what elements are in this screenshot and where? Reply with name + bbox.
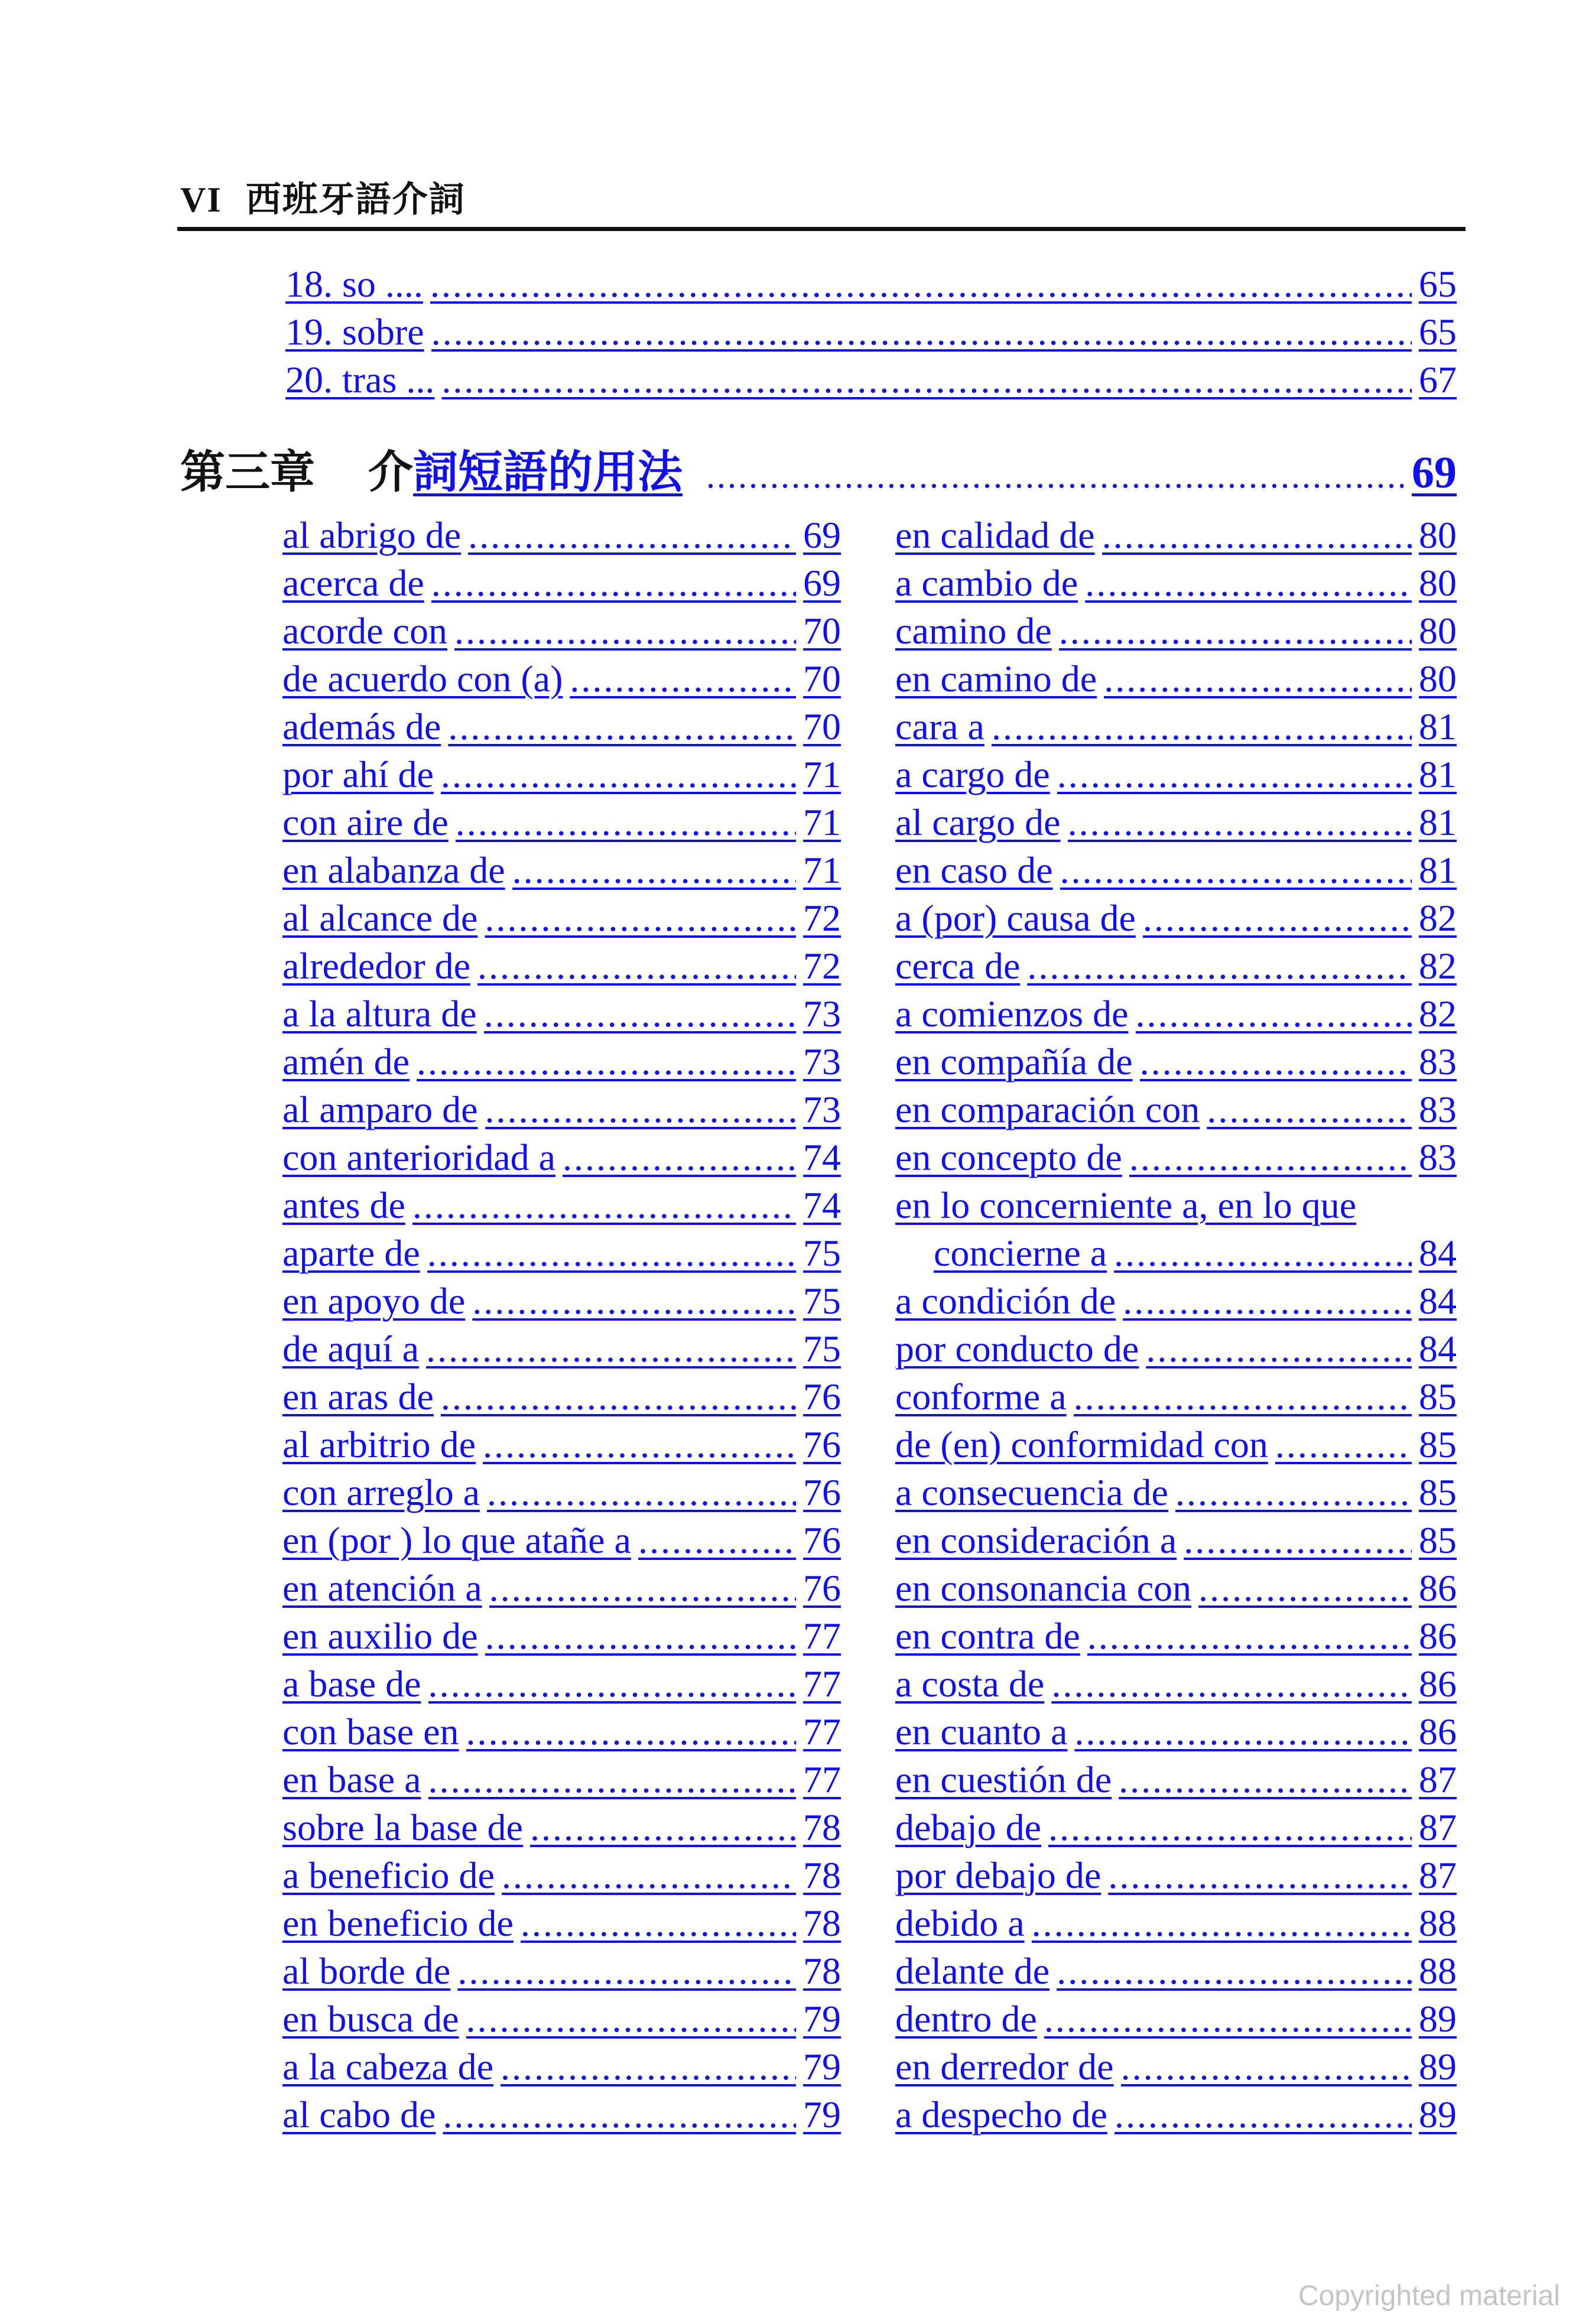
toc-entry[interactable] (282, 1899, 841, 1947)
entry-label[interactable]: al arbitrio de (282, 1423, 476, 1465)
toc-entry[interactable] (282, 1612, 841, 1660)
entry-label[interactable]: en cuanto a (895, 1711, 1068, 1753)
toc-entry[interactable] (895, 1995, 1457, 2043)
toc-entry[interactable] (895, 1564, 1457, 1612)
leader-dots (489, 1564, 796, 1612)
leader-dots (1143, 894, 1412, 942)
entry-label[interactable]: a cargo de (895, 753, 1050, 795)
leader-dots (638, 1516, 796, 1564)
entry-label[interactable]: en contra de (895, 1615, 1080, 1657)
leader-dots (502, 1851, 796, 1899)
entry-label[interactable]: en cuestión de (895, 1759, 1112, 1800)
entry-label[interactable]: aparte de (282, 1232, 420, 1274)
entry-label[interactable]: a cambio de (895, 562, 1078, 604)
leader-dots (530, 1803, 796, 1851)
entry-page-number[interactable]: 82 (1419, 897, 1457, 939)
entry-label[interactable]: al cargo de (895, 801, 1061, 843)
entry-page-number[interactable]: 73 (803, 993, 841, 1035)
copyright-watermark: Copyrighted material (1298, 2280, 1560, 2312)
entry-page-number[interactable]: 85 (1419, 1376, 1457, 1418)
entry-label[interactable]: sobre la base de (282, 1806, 523, 1848)
entry-page-number[interactable]: 76 (803, 1519, 841, 1561)
leader-dots (483, 1421, 796, 1468)
leader-dots (992, 703, 1412, 750)
toc-entry[interactable] (282, 559, 841, 607)
entry-page-number[interactable]: 73 (803, 1041, 841, 1083)
entry-page-number[interactable]: 73 (803, 1088, 841, 1130)
leader-dots (1027, 942, 1412, 990)
entry-page-number[interactable]: 83 (1419, 1088, 1457, 1130)
toc-entry[interactable] (282, 1516, 841, 1564)
entry-label[interactable]: de acuerdo con (a) (282, 658, 563, 700)
entry-label[interactable]: con aire de (282, 801, 449, 843)
entry-page-number[interactable]: 67 (1419, 359, 1457, 401)
toc-right-column (895, 511, 1457, 2138)
page-number: VI (180, 180, 222, 219)
leader-dots (1048, 1803, 1412, 1851)
leader-dots (1114, 2091, 1412, 2138)
chapter-heading[interactable] (180, 436, 1457, 500)
entry-label[interactable]: al borde de (282, 1950, 451, 1992)
toc-entry[interactable] (895, 798, 1457, 846)
leader-dots (1207, 1085, 1412, 1133)
entry-label[interactable]: además de (282, 706, 441, 747)
entry-page-number[interactable]: 72 (803, 897, 841, 939)
toc-entry[interactable] (895, 846, 1457, 894)
toc-entry[interactable] (895, 1708, 1457, 1756)
toc-entry[interactable] (895, 1421, 1457, 1468)
leader-dots (457, 1947, 796, 1995)
toc-entry[interactable] (895, 1038, 1457, 1085)
entry-label[interactable]: en derredor de (895, 2046, 1114, 2088)
toc-entry[interactable] (282, 1756, 841, 1803)
entry-label[interactable]: cerca de (895, 945, 1021, 987)
leader-dots (441, 356, 1412, 404)
toc-entry[interactable] (282, 1947, 841, 1995)
toc-entry[interactable] (282, 1564, 841, 1612)
leader-dots (485, 1085, 797, 1133)
entry-page-number[interactable]: 78 (803, 1854, 841, 1896)
toc-entry[interactable] (895, 894, 1457, 942)
entry-page-number[interactable]: 76 (803, 1376, 841, 1418)
toc-entry[interactable] (282, 1995, 841, 2043)
toc-entry[interactable] (895, 942, 1457, 990)
toc-entry[interactable] (895, 655, 1457, 703)
leader-dots (466, 1708, 796, 1756)
entry-page-number[interactable]: 75 (803, 1232, 841, 1274)
entry-page-number[interactable]: 77 (803, 1759, 841, 1800)
leader-dots (484, 990, 796, 1038)
toc-entry[interactable] (282, 2043, 841, 2091)
leader-dots (1032, 1899, 1412, 1947)
leader-dots (443, 2091, 796, 2138)
leader-dots (1129, 1133, 1412, 1181)
entry-page-number[interactable]: 83 (1419, 1041, 1457, 1083)
entry-label[interactable]: a despecho de (895, 2094, 1107, 2136)
toc-entry[interactable] (895, 2043, 1457, 2091)
toc-entry[interactable] (282, 894, 841, 942)
entry-page-number[interactable]: 79 (803, 2046, 841, 2088)
entry-label[interactable]: en (por ) lo que atañe a (282, 1519, 631, 1561)
entry-label[interactable]: cara a (895, 706, 984, 747)
leader-dots (512, 846, 796, 894)
entry-page-number[interactable]: 82 (1419, 993, 1457, 1035)
toc-entry[interactable] (895, 1803, 1457, 1851)
toc-entry[interactable] (282, 1660, 841, 1708)
toc-entry[interactable] (895, 1756, 1457, 1803)
entry-page-number[interactable]: 75 (803, 1328, 841, 1370)
leader-dots (521, 1899, 796, 1947)
entry-page-number[interactable]: 80 (1419, 514, 1457, 556)
chapter-title-prefix: 介 (368, 448, 413, 498)
entry-label[interactable]: en busca de (282, 1998, 459, 2040)
leader-dots (563, 1133, 796, 1181)
entry-page-number[interactable]: 86 (1419, 1663, 1457, 1705)
leader-dots (1146, 1325, 1412, 1373)
entry-page-number[interactable]: 84 (1419, 1280, 1457, 1322)
toc-entry[interactable] (285, 308, 1457, 356)
entry-page-number[interactable]: 81 (1419, 801, 1457, 843)
toc-entry[interactable] (895, 1899, 1457, 1947)
leader-dots (1057, 1947, 1412, 1995)
entry-label[interactable]: a condición de (895, 1280, 1116, 1322)
entry-page-number[interactable]: 70 (803, 610, 841, 652)
entry-label[interactable]: al amparo de (282, 1088, 478, 1130)
toc-entry[interactable] (282, 2091, 841, 2138)
entry-page-number[interactable]: 72 (803, 945, 841, 987)
leader-dots (477, 942, 796, 990)
toc-entry[interactable] (282, 607, 841, 655)
toc-entry[interactable] (895, 1660, 1457, 1708)
entry-label[interactable]: debido a (895, 1902, 1025, 1944)
toc-entry[interactable] (282, 1038, 841, 1085)
toc-entry[interactable] (282, 798, 841, 846)
entry-label[interactable]: en atención a (282, 1567, 482, 1609)
running-header (180, 171, 489, 222)
leader-dots (428, 1756, 796, 1803)
book-title: 西班牙語介詞 (245, 180, 466, 219)
entry-label[interactable]: en caso de (895, 849, 1053, 891)
entry-page-number[interactable]: 69 (803, 562, 841, 604)
leader-dots (428, 1660, 796, 1708)
leader-dots (412, 1181, 796, 1229)
entry-label[interactable]: en camino de (895, 658, 1097, 700)
toc-entry[interactable] (895, 1516, 1457, 1564)
toc-entry[interactable] (282, 1373, 841, 1421)
entry-page-number[interactable]: 79 (803, 2094, 841, 2136)
entry-page-number[interactable]: 82 (1419, 945, 1457, 987)
leader-dots (454, 607, 796, 655)
entry-page-number[interactable]: 83 (1419, 1136, 1457, 1178)
leader-dots (441, 750, 796, 798)
toc-entry[interactable] (282, 1277, 841, 1325)
entry-page-number[interactable]: 77 (803, 1615, 841, 1657)
entry-label[interactable]: a la cabeza de (282, 2046, 494, 2088)
entry-page-number[interactable]: 87 (1419, 1759, 1457, 1800)
entry-page-number[interactable]: 84 (1419, 1328, 1457, 1370)
entry-page-number[interactable]: 77 (803, 1663, 841, 1705)
entry-label[interactable]: en base a (282, 1759, 421, 1800)
toc-entry[interactable] (895, 1851, 1457, 1899)
entry-page-number[interactable]: 80 (1419, 658, 1457, 700)
toc-entry[interactable] (282, 942, 841, 990)
leader-dots (1044, 1995, 1412, 2043)
entry-page-number[interactable]: 87 (1419, 1806, 1457, 1848)
leader-dots (501, 2043, 796, 2091)
entry-page-number[interactable]: 85 (1419, 1423, 1457, 1465)
entry-page-number[interactable]: 79 (803, 1998, 841, 2040)
entry-label[interactable]: al cabo de (282, 2094, 436, 2136)
entry-page-number[interactable]: 69 (803, 514, 841, 556)
toc-entry[interactable] (282, 1229, 841, 1277)
entry-page-number[interactable]: 87 (1419, 1854, 1457, 1896)
leader-dots (468, 511, 796, 559)
toc-entry[interactable] (895, 1947, 1457, 1995)
entry-label[interactable]: de (en) conformidad con (895, 1423, 1268, 1465)
entry-page-number[interactable]: 81 (1419, 849, 1457, 891)
toc-entry[interactable] (282, 655, 841, 703)
leader-dots (1068, 798, 1412, 846)
leader-dots (1087, 1612, 1412, 1660)
toc-entry-line[interactable] (895, 1181, 1457, 1229)
leader-dots (448, 703, 796, 750)
leader-dots (1140, 1038, 1412, 1085)
entry-label[interactable]: en apoyo de (282, 1280, 466, 1322)
entry-label[interactable]: por ahí de (282, 753, 434, 795)
entry-label[interactable]: 19. sobre (285, 311, 424, 353)
entry-page-number[interactable]: 80 (1419, 562, 1457, 604)
leader-dots (1275, 1421, 1412, 1468)
toc-entry[interactable] (282, 846, 841, 894)
toc-entry[interactable] (282, 1803, 841, 1851)
toc-entry[interactable] (282, 1325, 841, 1373)
entry-page-number[interactable]: 76 (803, 1567, 841, 1609)
toc-entry[interactable] (285, 260, 1457, 308)
entry-page-number[interactable]: 86 (1419, 1615, 1457, 1657)
entry-page-number[interactable]: 71 (803, 801, 841, 843)
entry-page-number[interactable]: 89 (1419, 1998, 1457, 2040)
leader-dots (485, 1612, 796, 1660)
leader-dots (570, 655, 796, 703)
entry-label[interactable]: en aras de (282, 1376, 434, 1418)
toc-entry[interactable] (895, 1468, 1457, 1516)
toc-entry[interactable] (285, 356, 1457, 404)
entry-label[interactable]: dentro de (895, 1998, 1037, 2040)
entry-label[interactable]: a consecuencia de (895, 1471, 1168, 1513)
toc-entry[interactable] (895, 990, 1457, 1038)
leader-dots (1085, 559, 1412, 607)
entry-page-number[interactable]: 85 (1419, 1471, 1457, 1513)
entry-label[interactable]: conforme a (895, 1376, 1067, 1418)
entry-page-number[interactable]: 88 (1419, 1902, 1457, 1944)
leader-dots (1114, 1229, 1412, 1277)
leader-dots (472, 1277, 796, 1325)
entry-label[interactable]: a beneficio de (282, 1854, 495, 1896)
leader-dots (1102, 511, 1412, 559)
chapter-page-link[interactable]: 69 (1412, 448, 1457, 498)
toc-left-column (282, 511, 841, 2138)
entry-page-number[interactable]: 80 (1419, 610, 1457, 652)
entry-page-number[interactable]: 71 (803, 753, 841, 795)
toc-entry[interactable] (282, 703, 841, 750)
entry-label[interactable]: con anterioridad a (282, 1136, 555, 1178)
leader-dots (1074, 1708, 1412, 1756)
toc-entry[interactable] (282, 1708, 841, 1756)
toc-entry[interactable] (895, 559, 1457, 607)
toc-entry[interactable] (895, 703, 1457, 750)
entry-page-number[interactable]: 70 (803, 658, 841, 700)
entry-label[interactable]: acerca de (282, 562, 424, 604)
leader-dots (1123, 1277, 1412, 1325)
toc-entry[interactable] (282, 1181, 841, 1229)
leader-dots (1060, 846, 1412, 894)
leader-dots (456, 798, 796, 846)
leader-dots (430, 260, 1412, 308)
header-rule (177, 227, 1465, 231)
entry-page-number[interactable]: 84 (1419, 1232, 1457, 1274)
leader-dots (466, 1995, 796, 2043)
entry-label[interactable]: al abrigo de (282, 514, 462, 556)
leader-dots (1121, 2043, 1412, 2091)
entry-page-number[interactable]: 81 (1419, 706, 1457, 747)
entry-label[interactable]: delante de (895, 1950, 1050, 1992)
entry-label[interactable]: a base de (282, 1663, 421, 1705)
leader-dots (441, 1373, 796, 1421)
leader-dots (706, 456, 1403, 496)
entry-label[interactable]: por debajo de (895, 1854, 1101, 1896)
leader-dots (487, 1468, 796, 1516)
leader-dots (1175, 1468, 1412, 1516)
entry-page-number[interactable]: 86 (1419, 1567, 1457, 1609)
toc-entry[interactable] (895, 511, 1457, 559)
leader-dots (485, 894, 796, 942)
toc-entry[interactable] (282, 1468, 841, 1516)
toc-entry[interactable] (895, 1229, 1457, 1277)
entry-page-number[interactable]: 77 (803, 1711, 841, 1753)
entry-label[interactable]: 20. tras ... (285, 359, 435, 401)
leader-dots (1184, 1516, 1412, 1564)
entry-label[interactable]: a comienzos de (895, 993, 1129, 1035)
leader-dots (417, 1038, 796, 1085)
toc-entry[interactable] (282, 750, 841, 798)
entry-label[interactable]: en auxilio de (282, 1615, 478, 1657)
toc-entry[interactable] (282, 1085, 841, 1133)
toc-entry[interactable] (895, 1325, 1457, 1373)
entry-page-number[interactable]: 78 (803, 1806, 841, 1848)
entry-page-number[interactable]: 70 (803, 706, 841, 747)
entry-label[interactable]: al alcance de (282, 897, 478, 939)
toc-entry[interactable] (895, 607, 1457, 655)
entry-label[interactable]: a (por) causa de (895, 897, 1136, 939)
entry-label[interactable]: en consideración a (895, 1519, 1177, 1561)
leader-dots (426, 1325, 796, 1373)
entry-label[interactable]: en concepto de (895, 1136, 1122, 1178)
leader-dots (1074, 1373, 1412, 1421)
entry-label[interactable]: a la altura de (282, 993, 477, 1035)
leader-dots (431, 308, 1412, 356)
entry-label[interactable]: camino de (895, 610, 1052, 652)
toc-entry[interactable] (895, 1133, 1457, 1181)
toc-entry[interactable] (895, 1373, 1457, 1421)
entry-label[interactable]: por conducto de (895, 1328, 1139, 1370)
entry-page-number[interactable]: 75 (803, 1280, 841, 1322)
entry-page-number[interactable]: 85 (1419, 1519, 1457, 1561)
entry-label[interactable]: alrededor de (282, 945, 471, 987)
entry-label[interactable]: en beneficio de (282, 1902, 514, 1944)
chapter-number: 第三章 (180, 448, 315, 498)
toc-entry[interactable] (282, 511, 841, 559)
entry-label[interactable]: con arreglo a (282, 1471, 480, 1513)
leader-dots (427, 1229, 796, 1277)
chapter-title-link[interactable]: 詞短語的用法 (413, 448, 683, 498)
leader-dots (1104, 655, 1412, 703)
entry-page-number[interactable]: 76 (803, 1471, 841, 1513)
toc-entry[interactable] (895, 2091, 1457, 2138)
entry-page-number[interactable]: 78 (803, 1950, 841, 1992)
leader-dots (1136, 990, 1412, 1038)
entry-label[interactable]: en consonancia con (895, 1567, 1192, 1609)
entry-page-number[interactable]: 74 (803, 1136, 841, 1178)
entry-page-number[interactable]: 88 (1419, 1950, 1457, 1992)
entry-label[interactable]: acorde con (282, 610, 447, 652)
entry-label[interactable]: con base en (282, 1711, 459, 1753)
entry-label[interactable]: 18. so .... (285, 263, 423, 305)
entry-label[interactable]: en lo concerniente a, en lo que (895, 1184, 1357, 1226)
entry-page-number[interactable]: 71 (803, 849, 841, 891)
leader-dots (1059, 607, 1412, 655)
leader-dots (1051, 1660, 1412, 1708)
leader-dots (1057, 750, 1412, 798)
entry-page-number[interactable]: 81 (1419, 753, 1457, 795)
leader-dots (1198, 1564, 1412, 1612)
leader-dots (431, 559, 796, 607)
toc-entry[interactable] (895, 750, 1457, 798)
entry-label[interactable]: en compañía de (895, 1041, 1133, 1083)
toc-entry[interactable] (282, 1421, 841, 1468)
toc-entry[interactable] (282, 1851, 841, 1899)
toc-entry[interactable] (282, 1133, 841, 1181)
entry-page-number[interactable]: 65 (1419, 263, 1457, 305)
entry-label[interactable]: en comparación con (895, 1088, 1200, 1130)
entry-label[interactable]: en alabanza de (282, 849, 505, 891)
entry-label[interactable]: de aquí a (282, 1328, 419, 1370)
entry-page-number[interactable]: 74 (803, 1184, 841, 1226)
entry-label[interactable]: debajo de (895, 1806, 1041, 1848)
leader-dots (1119, 1756, 1412, 1803)
toc-top-entries (285, 260, 1457, 404)
entry-page-number[interactable]: 86 (1419, 1711, 1457, 1753)
entry-page-number[interactable]: 78 (803, 1902, 841, 1944)
entry-page-number[interactable]: 89 (1419, 2046, 1457, 2088)
entry-page-number[interactable]: 65 (1419, 311, 1457, 353)
entry-label[interactable]: antes de (282, 1184, 405, 1226)
toc-entry[interactable] (895, 1277, 1457, 1325)
leader-dots (1108, 1851, 1412, 1899)
entry-label[interactable]: concierne a (934, 1232, 1107, 1274)
toc-entry[interactable] (895, 1085, 1457, 1133)
entry-label[interactable]: a costa de (895, 1663, 1045, 1705)
toc-entry[interactable] (282, 990, 841, 1038)
entry-label[interactable]: en calidad de (895, 514, 1095, 556)
entry-label[interactable]: amén de (282, 1041, 410, 1083)
entry-page-number[interactable]: 76 (803, 1423, 841, 1465)
toc-entry[interactable] (895, 1612, 1457, 1660)
entry-page-number[interactable]: 89 (1419, 2094, 1457, 2136)
